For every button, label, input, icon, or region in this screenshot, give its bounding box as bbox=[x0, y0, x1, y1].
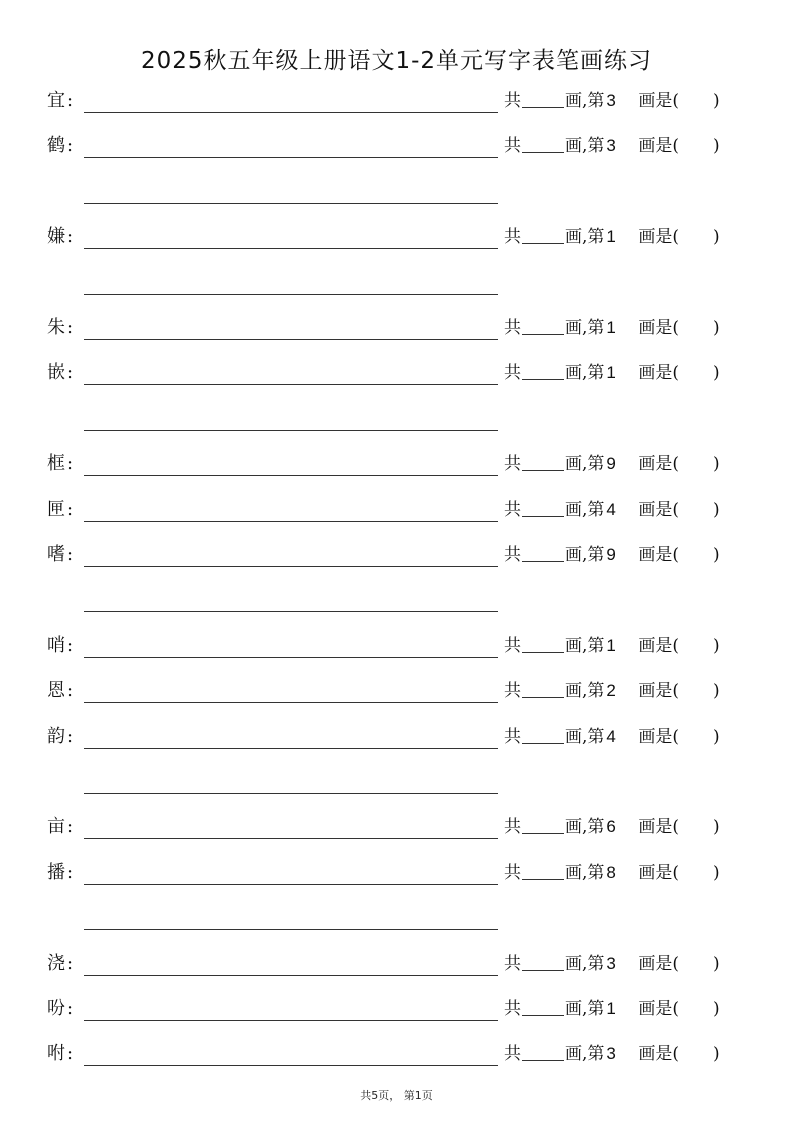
close-paren: ) bbox=[713, 862, 720, 883]
answer-line[interactable] bbox=[84, 929, 498, 930]
character-row bbox=[0, 361, 793, 391]
stroke-count-blank[interactable] bbox=[522, 498, 564, 517]
continuation-line-row bbox=[0, 770, 793, 800]
total-label: 共 bbox=[504, 726, 521, 747]
answer-line[interactable] bbox=[84, 566, 498, 567]
colon: : bbox=[67, 952, 74, 974]
stroke-count-blank[interactable] bbox=[522, 452, 564, 471]
close-paren: ) bbox=[713, 499, 720, 520]
colon: : bbox=[67, 680, 74, 702]
stroke-count-blank[interactable] bbox=[522, 952, 564, 971]
stroke-label: 画, bbox=[565, 318, 588, 338]
stroke-count-blank[interactable] bbox=[522, 225, 564, 244]
page-footer: 共5页， 第1页 bbox=[360, 1089, 433, 1102]
stroke-is-label: 画是( bbox=[638, 499, 680, 520]
stroke-is-label: 画是( bbox=[638, 635, 680, 656]
stroke-label: 画, bbox=[565, 726, 588, 747]
character-label: 鹤 bbox=[47, 135, 65, 157]
character-row bbox=[0, 997, 793, 1027]
total-label: 共 bbox=[504, 454, 521, 475]
stroke-number: 1 bbox=[606, 318, 616, 337]
close-paren: ) bbox=[713, 681, 720, 702]
colon: : bbox=[67, 1043, 74, 1065]
stroke-is-label: 画是( bbox=[638, 454, 680, 475]
total-label: 共 bbox=[504, 318, 521, 338]
colon: : bbox=[67, 544, 74, 565]
total-label: 共 bbox=[504, 953, 521, 974]
stroke-is-label: 画是( bbox=[638, 999, 680, 1019]
colon: : bbox=[67, 861, 74, 883]
stroke-question bbox=[504, 1042, 720, 1066]
character-label: 哨 bbox=[47, 634, 65, 656]
close-paren: ) bbox=[713, 953, 720, 974]
colon: : bbox=[67, 453, 74, 475]
ordinal-label: 第 bbox=[587, 91, 605, 111]
answer-line[interactable] bbox=[84, 339, 498, 340]
stroke-number: 8 bbox=[606, 862, 616, 882]
continuation-line-row bbox=[0, 407, 793, 437]
colon: : bbox=[67, 135, 74, 157]
stroke-question bbox=[504, 225, 720, 249]
stroke-question bbox=[504, 815, 720, 839]
character-row bbox=[0, 498, 793, 528]
stroke-label: 画, bbox=[565, 545, 588, 565]
stroke-question bbox=[504, 634, 720, 658]
ordinal-label: 第 bbox=[587, 227, 605, 248]
stroke-question bbox=[504, 679, 720, 703]
stroke-label: 画, bbox=[565, 1044, 588, 1065]
colon: : bbox=[67, 226, 74, 248]
stroke-question bbox=[504, 361, 720, 385]
character-label: 匣 bbox=[47, 498, 65, 520]
total-label: 共 bbox=[504, 635, 521, 656]
page-title: 2025秋五年级上册语文1-2单元写字表笔画练习 bbox=[140, 48, 653, 74]
character-row bbox=[0, 316, 793, 346]
stroke-count-blank[interactable] bbox=[522, 543, 564, 562]
stroke-label: 画, bbox=[565, 635, 588, 656]
stroke-count-blank[interactable] bbox=[522, 861, 564, 880]
stroke-number: 3 bbox=[606, 1044, 616, 1064]
stroke-label: 画, bbox=[565, 953, 588, 974]
ordinal-label: 第 bbox=[587, 499, 605, 520]
stroke-label: 画, bbox=[565, 817, 588, 838]
stroke-is-label: 画是( bbox=[638, 862, 680, 883]
stroke-count-blank[interactable] bbox=[522, 815, 564, 834]
answer-line[interactable] bbox=[84, 748, 498, 749]
character-row bbox=[0, 952, 793, 982]
ordinal-label: 第 bbox=[587, 681, 605, 702]
ordinal-label: 第 bbox=[587, 454, 605, 475]
total-label: 共 bbox=[504, 136, 521, 157]
stroke-is-label: 画是( bbox=[638, 726, 680, 747]
character-label: 框 bbox=[47, 453, 65, 475]
close-paren: ) bbox=[713, 999, 720, 1019]
colon: : bbox=[67, 816, 74, 838]
character-row bbox=[0, 679, 793, 709]
stroke-number: 3 bbox=[606, 91, 616, 110]
stroke-number: 4 bbox=[606, 726, 616, 746]
answer-line[interactable] bbox=[84, 248, 498, 249]
answer-line[interactable] bbox=[84, 793, 498, 794]
stroke-label: 画, bbox=[565, 499, 588, 520]
colon: : bbox=[67, 498, 74, 520]
stroke-count-blank[interactable] bbox=[522, 634, 564, 653]
ordinal-label: 第 bbox=[587, 1044, 605, 1065]
ordinal-label: 第 bbox=[587, 136, 605, 157]
colon: : bbox=[67, 90, 74, 111]
stroke-number: 1 bbox=[606, 363, 616, 383]
stroke-number: 1 bbox=[606, 999, 616, 1018]
stroke-is-label: 画是( bbox=[638, 545, 680, 565]
answer-line[interactable] bbox=[84, 384, 498, 385]
stroke-count-blank[interactable] bbox=[522, 89, 564, 108]
stroke-is-label: 画是( bbox=[638, 318, 680, 338]
stroke-question bbox=[504, 725, 720, 749]
continuation-line-row bbox=[0, 906, 793, 936]
ordinal-label: 第 bbox=[587, 635, 605, 656]
character-label: 嗜 bbox=[47, 544, 65, 565]
character-row bbox=[0, 89, 793, 119]
stroke-count-blank[interactable] bbox=[522, 361, 564, 380]
stroke-count-blank[interactable] bbox=[522, 997, 564, 1016]
stroke-label: 画, bbox=[565, 227, 588, 248]
ordinal-label: 第 bbox=[587, 318, 605, 338]
character-label: 嵌 bbox=[47, 362, 65, 384]
colon: : bbox=[67, 362, 74, 384]
stroke-question bbox=[504, 498, 720, 522]
total-label: 共 bbox=[504, 817, 521, 838]
answer-line[interactable] bbox=[84, 975, 498, 976]
stroke-question bbox=[504, 134, 720, 158]
close-paren: ) bbox=[713, 318, 720, 338]
character-row bbox=[0, 725, 793, 755]
stroke-number: 6 bbox=[606, 817, 616, 837]
ordinal-label: 第 bbox=[587, 363, 605, 384]
continuation-line-row bbox=[0, 588, 793, 618]
total-label: 共 bbox=[504, 862, 521, 883]
close-paren: ) bbox=[713, 1044, 720, 1065]
total-label: 共 bbox=[504, 499, 521, 520]
stroke-label: 画, bbox=[565, 862, 588, 883]
character-row bbox=[0, 1042, 793, 1072]
ordinal-label: 第 bbox=[587, 545, 605, 565]
answer-line[interactable] bbox=[84, 203, 498, 204]
close-paren: ) bbox=[713, 817, 720, 838]
colon: : bbox=[67, 998, 74, 1019]
character-row bbox=[0, 861, 793, 891]
answer-line[interactable] bbox=[84, 611, 498, 612]
stroke-number: 9 bbox=[606, 454, 616, 474]
character-row bbox=[0, 225, 793, 255]
stroke-question bbox=[504, 543, 720, 567]
colon: : bbox=[67, 725, 74, 747]
stroke-question bbox=[504, 997, 720, 1021]
stroke-number: 9 bbox=[606, 545, 616, 564]
stroke-label: 画, bbox=[565, 136, 588, 157]
colon: : bbox=[67, 317, 74, 338]
stroke-label: 画, bbox=[565, 363, 588, 384]
ordinal-label: 第 bbox=[587, 862, 605, 883]
character-label: 播 bbox=[47, 861, 65, 883]
stroke-is-label: 画是( bbox=[638, 363, 680, 384]
close-paren: ) bbox=[713, 136, 720, 157]
stroke-question bbox=[504, 316, 720, 340]
character-label: 咐 bbox=[47, 1043, 65, 1065]
character-row bbox=[0, 543, 793, 573]
close-paren: ) bbox=[713, 545, 720, 565]
total-label: 共 bbox=[504, 545, 521, 565]
ordinal-label: 第 bbox=[587, 726, 605, 747]
answer-line[interactable] bbox=[84, 838, 498, 839]
stroke-is-label: 画是( bbox=[638, 136, 680, 157]
character-row bbox=[0, 452, 793, 482]
ordinal-label: 第 bbox=[587, 817, 605, 838]
stroke-is-label: 画是( bbox=[638, 227, 680, 248]
close-paren: ) bbox=[713, 363, 720, 384]
answer-line[interactable] bbox=[84, 294, 498, 295]
answer-line[interactable] bbox=[84, 475, 498, 476]
continuation-line-row bbox=[0, 271, 793, 301]
stroke-count-blank[interactable] bbox=[522, 316, 564, 335]
total-label: 共 bbox=[504, 363, 521, 384]
answer-line[interactable] bbox=[84, 112, 498, 113]
close-paren: ) bbox=[713, 726, 720, 747]
character-label: 嫌 bbox=[47, 226, 65, 248]
total-label: 共 bbox=[504, 681, 521, 702]
character-row bbox=[0, 634, 793, 664]
character-label: 韵 bbox=[47, 725, 65, 747]
total-label: 共 bbox=[504, 1044, 521, 1065]
stroke-count-blank[interactable] bbox=[522, 134, 564, 153]
answer-line[interactable] bbox=[84, 1065, 498, 1066]
character-label: 亩 bbox=[47, 816, 65, 838]
stroke-question bbox=[504, 452, 720, 476]
stroke-is-label: 画是( bbox=[638, 91, 680, 111]
character-label: 宜 bbox=[47, 90, 65, 111]
stroke-number: 1 bbox=[606, 635, 616, 655]
stroke-is-label: 画是( bbox=[638, 1044, 680, 1065]
total-label: 共 bbox=[504, 999, 521, 1019]
answer-line[interactable] bbox=[84, 521, 498, 522]
stroke-number: 1 bbox=[606, 227, 616, 247]
stroke-is-label: 画是( bbox=[638, 681, 680, 702]
character-label: 浇 bbox=[47, 952, 65, 974]
stroke-is-label: 画是( bbox=[638, 817, 680, 838]
stroke-is-label: 画是( bbox=[638, 953, 680, 974]
total-label: 共 bbox=[504, 227, 521, 248]
answer-line[interactable] bbox=[84, 430, 498, 431]
answer-line[interactable] bbox=[84, 884, 498, 885]
stroke-count-blank[interactable] bbox=[522, 1042, 564, 1061]
colon: : bbox=[67, 634, 74, 656]
stroke-count-blank[interactable] bbox=[522, 679, 564, 698]
character-label: 恩 bbox=[47, 680, 65, 702]
stroke-question bbox=[504, 952, 720, 976]
close-paren: ) bbox=[713, 635, 720, 656]
close-paren: ) bbox=[713, 91, 720, 111]
answer-line[interactable] bbox=[84, 702, 498, 703]
stroke-number: 4 bbox=[606, 499, 616, 519]
stroke-question bbox=[504, 861, 720, 885]
stroke-label: 画, bbox=[565, 681, 588, 702]
close-paren: ) bbox=[713, 227, 720, 248]
stroke-label: 画, bbox=[565, 91, 588, 111]
character-label: 吩 bbox=[47, 998, 65, 1019]
answer-line[interactable] bbox=[84, 1020, 498, 1021]
stroke-number: 2 bbox=[606, 681, 616, 701]
stroke-label: 画, bbox=[565, 999, 588, 1019]
character-label: 朱 bbox=[47, 317, 65, 338]
character-row bbox=[0, 815, 793, 845]
stroke-count-blank[interactable] bbox=[522, 725, 564, 744]
close-paren: ) bbox=[713, 454, 720, 475]
ordinal-label: 第 bbox=[587, 999, 605, 1019]
answer-line[interactable] bbox=[84, 157, 498, 158]
stroke-label: 画, bbox=[565, 454, 588, 475]
stroke-number: 3 bbox=[606, 953, 616, 973]
ordinal-label: 第 bbox=[587, 953, 605, 974]
stroke-number: 3 bbox=[606, 136, 616, 156]
continuation-line-row bbox=[0, 180, 793, 210]
character-row bbox=[0, 134, 793, 164]
stroke-question bbox=[504, 89, 720, 113]
total-label: 共 bbox=[504, 91, 521, 111]
answer-line[interactable] bbox=[84, 657, 498, 658]
